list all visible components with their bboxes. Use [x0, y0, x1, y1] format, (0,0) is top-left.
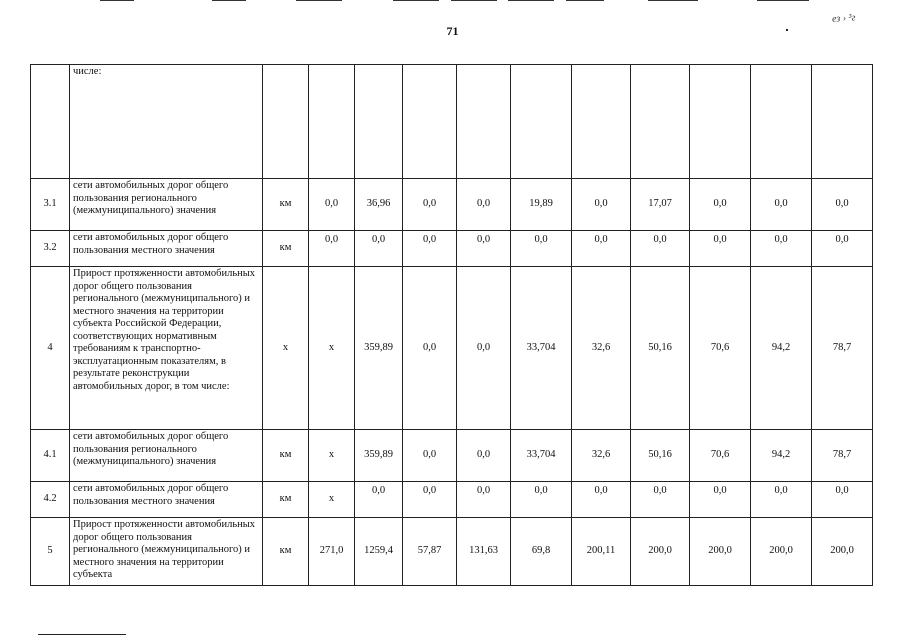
value-cell [572, 65, 631, 179]
value-cell: 0,0 [309, 179, 355, 231]
corner-handwritten-mark: ез › ³г [831, 12, 856, 25]
unit-cell: км [263, 430, 309, 482]
unit-cell: км [263, 179, 309, 231]
value-cell: 0,0 [690, 482, 751, 518]
value-cell: х [309, 267, 355, 430]
table-row [31, 179, 873, 231]
value-cell [631, 65, 690, 179]
unit-cell: км [263, 518, 309, 586]
unit-cell: х [263, 267, 309, 430]
value-cell: 94,2 [751, 430, 812, 482]
value-cell: 0,0 [812, 179, 873, 231]
unit-cell: км [263, 482, 309, 518]
indicator-name: Прирост протяженности автомобильных дорог общего пользования регионального (межмуниципального) и местного значения на территории субъекта [70, 518, 263, 586]
value-cell: 359,89 [355, 430, 403, 482]
scan-dot [786, 29, 788, 31]
value-cell: 32,6 [572, 430, 631, 482]
value-cell: 0,0 [511, 482, 572, 518]
value-cell: 69,8 [511, 518, 572, 586]
value-cell: 0,0 [631, 482, 690, 518]
indicator-name: сети автомобильных дорог общего пользования регионального (межмуниципального) значения [70, 179, 263, 231]
unit-cell: км [263, 231, 309, 267]
value-cell: 57,87 [403, 518, 457, 586]
value-cell: 78,7 [812, 267, 873, 430]
top-rule [648, 0, 698, 1]
row-number: 3.2 [31, 231, 70, 267]
table-row [31, 267, 873, 430]
table-row [31, 518, 873, 586]
value-cell: 70,6 [690, 430, 751, 482]
value-cell: 0,0 [572, 179, 631, 231]
value-cell: 0,0 [812, 482, 873, 518]
value-cell: 0,0 [511, 231, 572, 267]
value-cell: 200,0 [690, 518, 751, 586]
indicators-table [30, 64, 873, 586]
value-cell [355, 65, 403, 179]
value-cell: 0,0 [457, 482, 511, 518]
value-cell: 271,0 [309, 518, 355, 586]
table-row [31, 65, 873, 179]
top-rule [566, 0, 604, 1]
row-number: 4.1 [31, 430, 70, 482]
value-cell: 0,0 [690, 179, 751, 231]
top-rule [212, 0, 246, 1]
indicator-name: сети автомобильных дорог общего пользования местного значения [70, 231, 263, 267]
value-cell: 0,0 [751, 231, 812, 267]
value-cell: 0,0 [403, 179, 457, 231]
value-cell: 78,7 [812, 430, 873, 482]
top-rule [296, 0, 342, 1]
indicator-name: числе: [70, 65, 263, 179]
table-row [31, 482, 873, 518]
value-cell: 32,6 [572, 267, 631, 430]
value-cell: 0,0 [812, 231, 873, 267]
row-number [31, 65, 70, 179]
unit-cell [263, 65, 309, 179]
value-cell: 36,96 [355, 179, 403, 231]
value-cell: х [309, 482, 355, 518]
value-cell [309, 65, 355, 179]
value-cell: 0,0 [572, 231, 631, 267]
table-row [31, 231, 873, 267]
value-cell: 200,0 [812, 518, 873, 586]
value-cell: 0,0 [309, 231, 355, 267]
value-cell: 17,07 [631, 179, 690, 231]
indicator-name: сети автомобильных дорог общего пользования регионального (межмуниципального) значения [70, 430, 263, 482]
row-number: 5 [31, 518, 70, 586]
row-number: 4 [31, 267, 70, 430]
value-cell [751, 65, 812, 179]
footnote-rule [38, 634, 126, 635]
value-cell: 50,16 [631, 267, 690, 430]
row-number: 4.2 [31, 482, 70, 518]
value-cell: 200,11 [572, 518, 631, 586]
value-cell: 0,0 [355, 231, 403, 267]
value-cell [403, 65, 457, 179]
value-cell [812, 65, 873, 179]
value-cell: 0,0 [403, 231, 457, 267]
value-cell: 33,704 [511, 267, 572, 430]
indicator-name: Прирост протяженности автомобильных дорог общего пользования регионального (межмуниципального) и местного значения на территории субъекта Российской Федерации, соответствующих нормативным требованиям к транспортно-эксплуатационным показателям, в результате реконструкции автомобильных дорог, в том числе: [70, 267, 263, 430]
value-cell: 70,6 [690, 267, 751, 430]
value-cell: 0,0 [355, 482, 403, 518]
value-cell: х [309, 430, 355, 482]
value-cell: 0,0 [457, 179, 511, 231]
top-rule [508, 0, 554, 1]
value-cell: 359,89 [355, 267, 403, 430]
top-rule [100, 0, 134, 1]
value-cell: 200,0 [751, 518, 812, 586]
value-cell: 0,0 [457, 231, 511, 267]
value-cell [690, 65, 751, 179]
value-cell: 0,0 [403, 267, 457, 430]
top-rule [393, 0, 439, 1]
value-cell: 33,704 [511, 430, 572, 482]
value-cell: 50,16 [631, 430, 690, 482]
value-cell [457, 65, 511, 179]
row-number: 3.1 [31, 179, 70, 231]
value-cell: 0,0 [403, 430, 457, 482]
value-cell: 0,0 [457, 430, 511, 482]
table-row [31, 430, 873, 482]
value-cell: 0,0 [751, 179, 812, 231]
value-cell: 1259,4 [355, 518, 403, 586]
value-cell: 0,0 [457, 267, 511, 430]
value-cell [511, 65, 572, 179]
indicator-name: сети автомобильных дорог общего пользования местного значения [70, 482, 263, 518]
value-cell: 0,0 [690, 231, 751, 267]
value-cell: 0,0 [631, 231, 690, 267]
value-cell: 19,89 [511, 179, 572, 231]
value-cell: 200,0 [631, 518, 690, 586]
value-cell: 0,0 [572, 482, 631, 518]
top-rule [757, 0, 809, 1]
value-cell: 94,2 [751, 267, 812, 430]
top-rule [451, 0, 497, 1]
page-number: 71 [446, 24, 459, 38]
value-cell: 0,0 [403, 482, 457, 518]
value-cell: 0,0 [751, 482, 812, 518]
value-cell: 131,63 [457, 518, 511, 586]
